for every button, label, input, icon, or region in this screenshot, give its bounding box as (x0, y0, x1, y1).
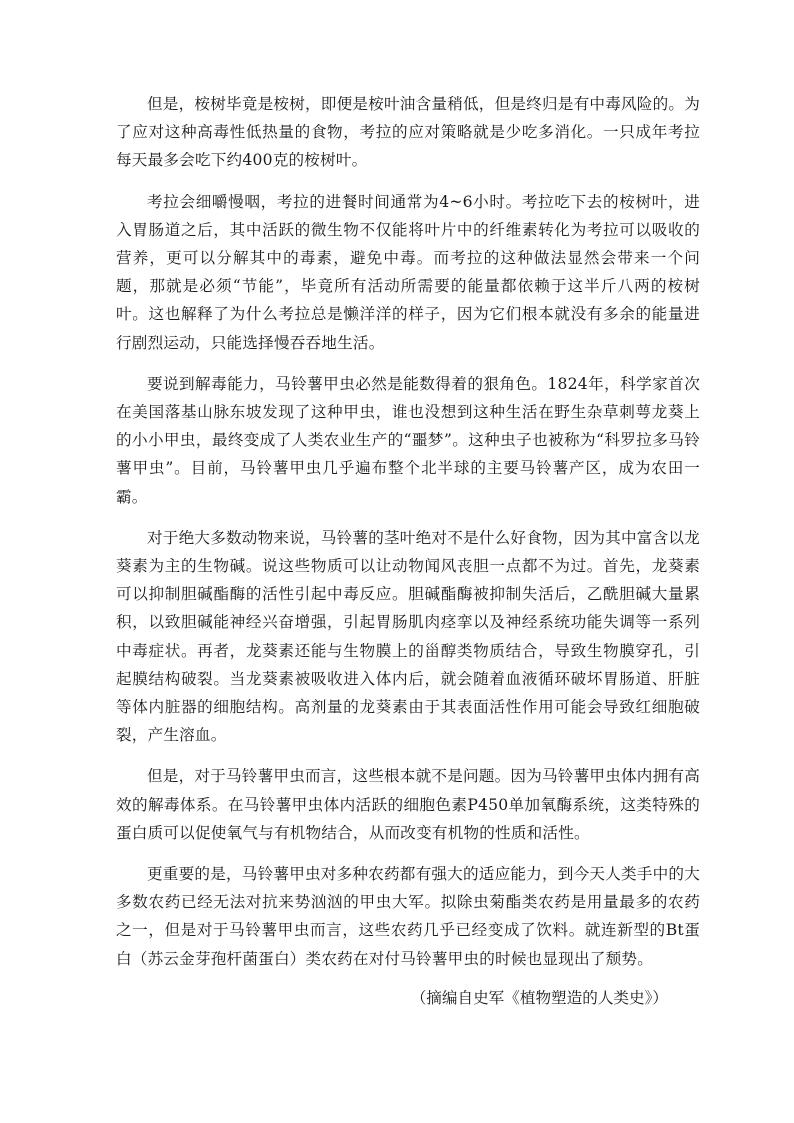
source-citation: （摘编自史军《植物塑造的人类史》） (410, 989, 668, 1007)
article-body (116, 90, 700, 986)
paragraph-6: 更重要的是，马铃薯甲虫对多种农药都有强大的适应能力，到今天人类手中的大多数农药已经无法对抗来势汹汹的甲虫大军。拟除虫菊酯类农药是用量最多的农药之一，但是对于马铃薯甲虫而言，这些农药几乎已经变成了饮料。就连新型的Bt蛋白（苏云金芽孢杆菌蛋白）类农药在对付马铃薯甲虫的时候也显现出了颓势。 (116, 865, 700, 968)
paragraph-1: 但是，桉树毕竟是桉树，即便是桉叶油含量稍低，但是终归是有中毒风险的。为了应对这种高毒性低热量的食物，考拉的应对策略就是少吃多消化。一只成年考拉每天最多会吃下约400克的桉树叶。 (116, 95, 700, 170)
paragraph-3: 要说到解毒能力，马铃薯甲虫必然是能数得着的狠角色。1824年，科学家首次在美国落基山脉东坡发现了这种甲虫，谁也没想到这种生活在野生杂草刺萼龙葵上的小小甲虫，最终变成了人类农业生产的“噩梦”。这种虫子也被称为“科罗拉多马铃薯甲虫”。目前，马铃薯甲虫几乎遍布整个北半球的主要马铃薯产区，成为农田一霸。 (116, 374, 700, 506)
paragraph-2: 考拉会细嚼慢咽，考拉的进餐时间通常为4~6小时。考拉吃下去的桉树叶，进入胃肠道之后，其中活跃的微生物不仅能将叶片中的纤维素转化为考拉可以吸收的营养，更可以分解其中的毒素，避免中毒。而考拉的这种做法显然会带来一个问题，那就是必须“节能”，毕竟所有活动所需要的能量都依赖于这半斤八两的桉树叶。这也解释了为什么考拉总是懒洋洋的样子，因为它们根本就没有多余的能量进行剧烈运动，只能选择慢吞吞地生活。 (116, 192, 700, 352)
paragraph-4: 对于绝大多数动物来说，马铃薯的茎叶绝对不是什么好食物，因为其中富含以龙葵素为主的生物碱。说这些物质可以让动物闻风丧胆一点都不为过。首先，龙葵素可以抑制胆碱酯酶的活性引起中毒反应。胆碱酯酶被抑制失活后，乙酰胆碱大量累积，以致胆碱能神经兴奋增强，引起胃肠肌肉痉挛以及神经系统功能失调等一系列中毒症状。再者，龙葵素还能与生物膜上的甾醇类物质结合，导致生物膜穿孔，引起膜结构破裂。当龙葵素被吸收进入体内后，就会随着血液循环破坏胃肠道、肝脏等体内脏器的细胞结构。高剂量的龙葵素由于其表面活性作用可能会导致红细胞破裂，产生溶血。 (116, 528, 700, 745)
paragraph-5: 但是，对于马铃薯甲虫而言，这些根本就不是问题。因为马铃薯甲虫体内拥有高效的解毒体系。在马铃薯甲虫体内活跃的细胞色素P450单加氧酶系统，这类特殊的蛋白质可以促使氧气与有机物结合，从而改变有机物的性质和活性。 (116, 767, 700, 842)
